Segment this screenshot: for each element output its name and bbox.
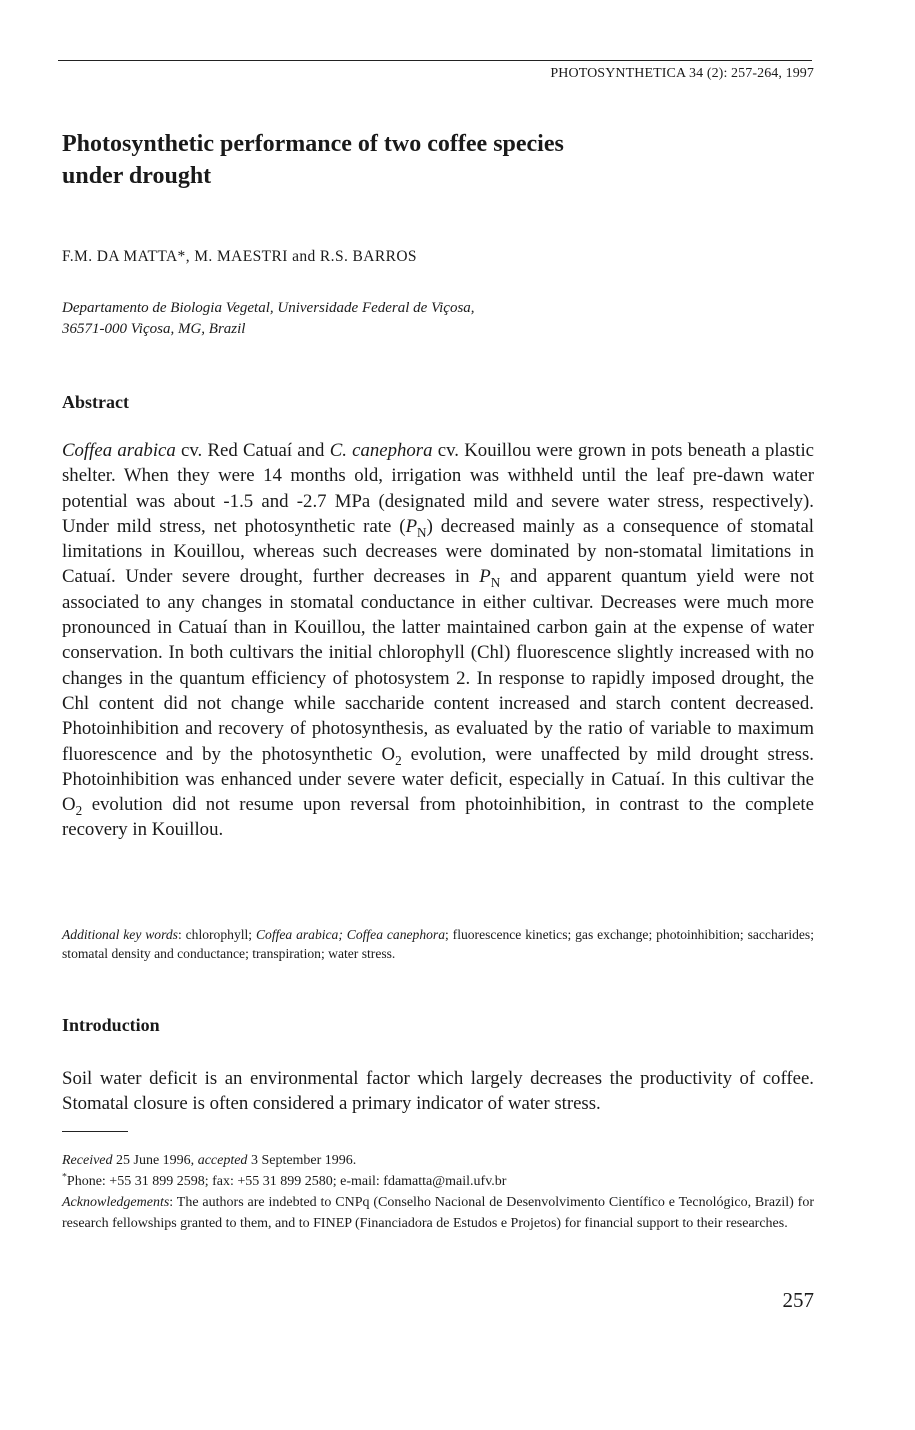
article-title-line-1: Photosynthetic performance of two coffee species bbox=[62, 131, 564, 157]
acknowledgements-note bbox=[62, 1192, 814, 1234]
article-title bbox=[62, 128, 702, 192]
received-date: 25 June 1996, bbox=[112, 1153, 198, 1168]
contact-details: Phone: +55 31 899 2598; fax: +55 31 899 2580; e-mail: fdamatta@mail.ufv.br bbox=[66, 1174, 507, 1189]
journal-reference: PHOTOSYNTHETICA 34 (2): 257-264, 1997 bbox=[550, 66, 814, 81]
abstract-segment: ) decreased mainly as a consequence of stomatal limitations in Kouillou, whereas such decreases were dominated by non-stomatal limitations in Catuaí. Under severe drought, further decreases in bbox=[62, 515, 814, 588]
author-list: F.M. DA MATTA*, M. MAESTRI and R.S. BARROS bbox=[62, 248, 417, 265]
acknowledgements-text: : The authors are indebted to CNPq (Conselho Nacional de Desenvolvimento Científico e Tecnológico, Brazil) for research fellowships granted to them, and to FINEP (Financiadora de Estudos e Projetos) for financial support to their researches. bbox=[62, 1195, 814, 1231]
header-rule bbox=[58, 60, 812, 61]
received-label: Received bbox=[62, 1153, 113, 1168]
abstract-segment: evolution, were unaffected by mild drought stress. Photoinhibition was enhanced under severe water deficit, especially in Catuaí. In this cultivar the O bbox=[62, 743, 814, 816]
abstract-segment: and apparent quantum yield were not associated to any changes in stomatal conductance in either cultivar. Decreases were much more pronounced in Catuaí than in Kouillou, the latter maintained carbon gain at the expense of water conservation. In both cultivars the initial chlorophyll (Chl) fluorescence slightly increased with no changes in the quantum efficiency of photosystem 2. In response to rapidly imposed drought, the Chl content did not change while saccharide content increased and starch content decreased. Photoinhibition and recovery of photosynthesis, as evaluated by the ratio of variable to maximum fluorescence and by the photosynthetic O bbox=[62, 566, 814, 765]
additional-keywords bbox=[62, 925, 814, 963]
introduction-heading: Introduction bbox=[62, 1015, 160, 1035]
acknowledgements-label: Acknowledgements bbox=[62, 1195, 170, 1210]
page-number: 257 bbox=[782, 1288, 814, 1312]
species-name: Coffea arabica bbox=[62, 440, 176, 461]
abstract-heading: Abstract bbox=[62, 392, 129, 412]
keywords-species: Coffea arabica; Coffea canephora bbox=[255, 927, 446, 942]
o2-subscript: 2 bbox=[75, 802, 83, 818]
footnote-rule bbox=[62, 1131, 128, 1132]
accepted-date: 3 September 1996. bbox=[247, 1153, 357, 1168]
abstract-segment: cv. Kouillou were grown in pots beneath a plastic shelter. When they were 14 months old, irrigation was withheld until the leaf pre-dawn water potential was about -1.5 and -2.7 MPa (designated mild and severe water stress, respectively). Under mild stress, net photosynthetic rate ( bbox=[62, 440, 815, 537]
keywords-label: Additional key words bbox=[62, 927, 178, 942]
abstract-segment: evolution did not resume upon reversal from photoinhibition, in contrast to the complete recovery in Kouillou. bbox=[62, 794, 814, 841]
abstract-segment: cv. Red Catuaí and bbox=[175, 440, 330, 461]
pn-subscript: N bbox=[417, 524, 427, 540]
affiliation-line-1: Departamento de Biologia Vegetal, Universidade Federal de Viçosa, bbox=[62, 300, 475, 316]
article-title-line-2: under drought bbox=[62, 163, 212, 189]
accepted-label: accepted bbox=[197, 1153, 248, 1168]
keywords-segment: ; fluorescence kinetics; gas exchange; photoinhibition; saccharides; stomatal density and conductance; transpiration; water stress. bbox=[62, 927, 814, 961]
pn-symbol: P bbox=[479, 566, 491, 588]
contact-note bbox=[62, 1171, 814, 1192]
keywords-segment: : chlorophyll; bbox=[177, 927, 256, 942]
o2-subscript: 2 bbox=[395, 752, 402, 768]
paper-page bbox=[62, 0, 814, 1430]
received-note bbox=[62, 1150, 814, 1171]
author-affiliation bbox=[62, 298, 682, 340]
introduction-body: Soil water deficit is an environmental factor which largely decreases the productivity of coffee. Stomatal closure is often considered a primary indicator of water stress. bbox=[62, 1068, 814, 1115]
species-name: C. canephora bbox=[329, 440, 433, 461]
pn-subscript: N bbox=[490, 575, 501, 591]
abstract-body bbox=[62, 438, 814, 843]
pn-symbol: P bbox=[405, 515, 418, 537]
affiliation-line-2: 36571-000 Viçosa, MG, Brazil bbox=[62, 321, 246, 337]
footnotes bbox=[62, 1150, 814, 1234]
corresponding-author-mark: * bbox=[62, 1171, 67, 1183]
